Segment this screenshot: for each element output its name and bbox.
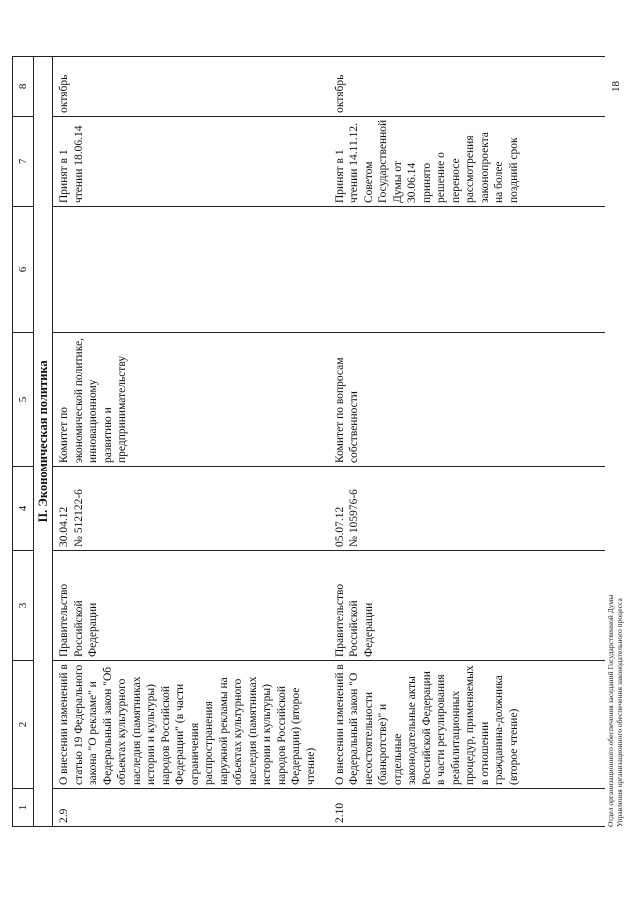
bill-title: О внесении изменений в статью 19 Федерального закона "О рекламе" и Федеральный закон "Об объектах культурного наследия (памятниках истории и культуры) народов Российской Федерации" (в части ограничения распространения наружной рекламы на объектах культурного наследия (памятниках истории и культуры) народов Российской Федерации) (второе чтение) [53,661,329,789]
row-number: 2.10 [329,789,605,827]
column-number: 2 [13,661,34,789]
bill-number: № 512122-6 [72,489,85,547]
table-row [53,56,329,826]
column-number: 7 [13,116,34,206]
footer-department-line: Отдел организационного обеспечения заседаний Государственной Думы [606,594,615,827]
section-title: II. Экономическая политика [34,56,53,826]
bill-initiator: Правительство Российской Федерации [53,551,329,661]
bill-date: 05.07.12 [333,506,346,547]
bill-title: О внесении изменений в Федеральный закон "О несостоятельности (банкротстве)" и отдельные законодательные акты Российской Федерации в части регулирования реабилитационных процедур, применяемых в отношении гражданина-должника (второе чтение) [329,661,605,789]
planned-month: октябрь [53,56,329,116]
column-number: 5 [13,333,34,467]
section-header-row [34,56,53,826]
column-6-value [53,207,329,333]
bill-status-note: Принят в 1 чтении 14.11.12. Советом Государственной Думы от 30.06.14 принято решение о переносе рассмотрения законопроекта на более поздний срок [329,116,605,206]
bill-initiator: Правительство Российской Федерации [329,551,605,661]
row-number: 2.9 [53,789,329,827]
column-number: 3 [13,551,34,661]
bill-registration [329,467,605,551]
column-number: 4 [13,467,34,551]
bill-registration [53,467,329,551]
responsible-committee: Комитет по вопросам собственности [329,333,605,467]
column-number: 1 [13,789,34,827]
bill-date: 30.04.12 [58,506,70,547]
planned-month: октябрь [329,56,605,116]
responsible-committee: Комитет по экономической политике, инновационному развитию и предпринимательству [53,333,329,467]
table-row [329,56,605,826]
column-6-value [329,207,605,333]
bill-number: № 105976-6 [348,489,360,547]
column-number: 6 [13,207,34,333]
page-number: 18 [610,81,622,92]
legislative-plan-table [12,56,605,827]
page-footer [606,595,624,827]
column-number: 8 [13,56,34,116]
footer-directorate-line: Управления организационного обеспечения законодательного процесса [615,598,624,827]
column-number-row [13,56,34,826]
bill-status-note: Принят в 1 чтении 18.06.14 [53,116,329,206]
